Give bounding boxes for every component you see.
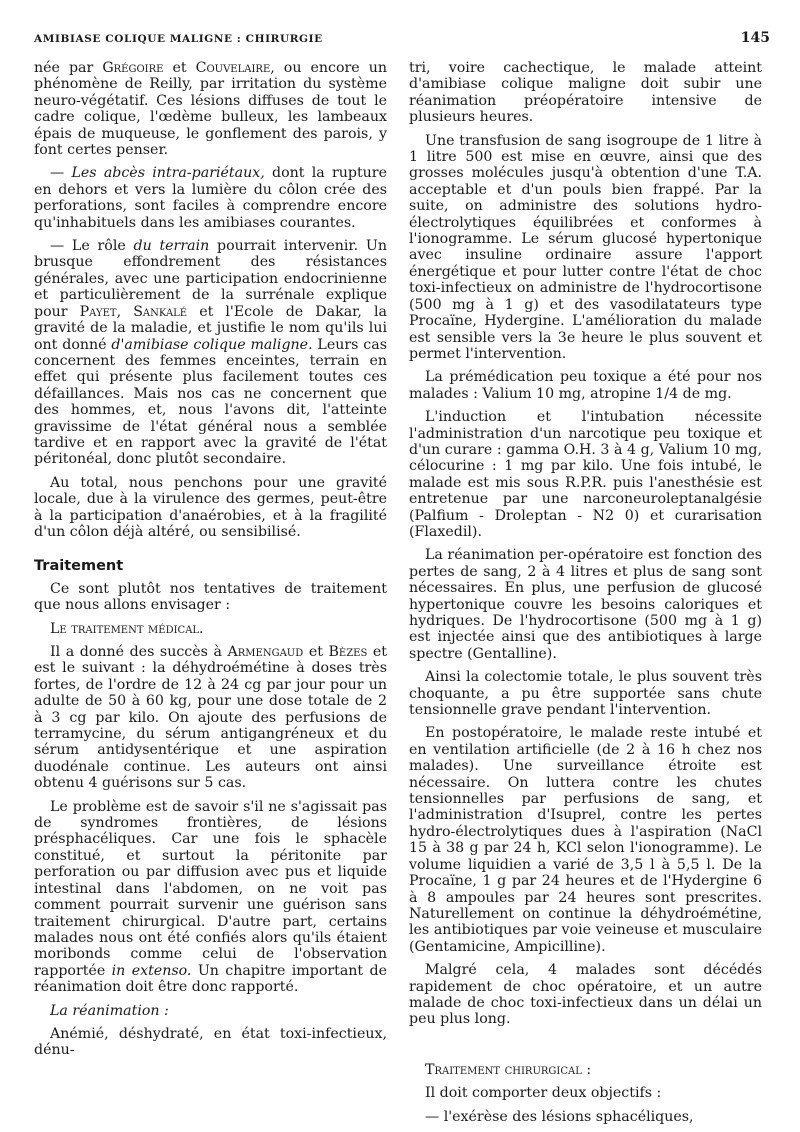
text: , ou encore un phénomène de Reilly, par irritation du système neuro-végétatif. Ces lésions diffuses de tout le cadre colique, l'œdème bulleux, les lambeaux épais de muqueuse, le gonflement des parois, y font certes penser.	[34, 60, 387, 159]
section-title-traitement: Traitement	[34, 558, 124, 575]
paragraph: La réanimation per-opératoire est fonction des pertes de sang, 2 à 4 litres et plus de sang sont nécessaires. En plus, une perfusion de glucosé hypertonique couvre les besoins caloriques et hydriques. De l'hydrocortisone (500 mg à 1 g) est injectée ainsi que des antibiotiques à large spectre (Gentalline).	[409, 547, 762, 662]
text: et est le suivant : la déhydroémétine à doses très fortes, de l'ordre de 12 à 24 cg par jour pour un adulte de 50 à 60 kg, pour une dose totale de 2 à 3 cg par kilo. On ajoute des perfusions de terramycine, du sérum antigangréneux et du sérum antidysentérique et une aspiration duodénale continue. Les auteurs ont ainsi obtenu 4 guérisons sur 5 cas.	[34, 644, 387, 792]
text-columns	[34, 60, 770, 1132]
author-name: Sankalé	[133, 303, 188, 320]
text: Leurs cas concernent des femmes enceintes, terrain en effet qui présente plus facilement toutes ces défaillances. Mais nos cas ne concernent que des hommes, et, nous l'avons dit, l'atteinte gravissime de l'état général nous a semblée tardive et en rapport avec la gravité de l'état péritonéal, donc plutôt secondaire.	[34, 336, 387, 468]
text: ,	[116, 303, 134, 320]
text: et	[163, 60, 196, 76]
paragraph: Il doit comporter deux objectifs :	[425, 1085, 662, 1102]
paragraph	[34, 165, 387, 231]
paragraph: En postopératoire, le malade reste intubé et en ventilation artificielle (de 2 à 16 h chez nos malades). Une surveillance étroite est nécessaire. On luttera contre les chutes tensionnelles par perfusions de sang, et l'administration d'Isuprel, contre les pertes hydro-électrolytiques dues à l'aspiration (NaCl 15 à 38 g par 24 h, KCl selon l'ionogramme). Le volume liquidien a varié de 3,5 l à 5,5 l. De la Procaïne, 1 g par 24 heures et de l'Hydergine 6 à 8 ampoules par 24 heures sont prescrites. Naturellement on continue la déhydroémétine, les antibiotiques par voie veineuse et musculaire (Gentamicine, Ampicilline).	[409, 725, 762, 955]
text: dont la rupture en dehors et vers la lumière du côlon crée des perforations, sont faciles à comprendre encore qu'inhabituels dans les amibiases courantes.	[34, 165, 387, 231]
left-column	[34, 60, 387, 1132]
text: née par	[34, 60, 103, 76]
paragraph	[34, 238, 387, 468]
paragraph: Au total, nous penchons pour une gravité locale, due à la virulence des germes, peut-être à la participation d'anaérobies, et à la fragilité d'un côlon déjà altéré, ou sensibilisé.	[34, 474, 387, 540]
text: Le problème est de savoir s'il ne s'agissait pas de syndromes frontières, de lésions présphacéliques. Car une fois le sphacèle constitué, et surtout la péritonite par perforation ou par diffusion avec pus et liquide intestinal dans l'abdomen, on ne voit pas comment pourrait survenir une guérison sans traitement chirurgical. D'autre part, certains malades nous ont été confiés alors qu'ils étaient moribonds comme celui de l'observation rapportée	[34, 798, 387, 979]
right-column	[409, 60, 762, 1132]
subsection-label-reanimation: La réanimation :	[50, 1002, 169, 1019]
paragraph: Une transfusion de sang isogroupe de 1 litre à 1 litre 500 est mise en œuvre, ainsi que des grosses molécules jusqu'à obtention d'une T.A. acceptable et d'un pouls bien frappé. Par la suite, on administre des solutions hydro-électrolytiques équilibrées et conformes à l'ionogramme. Le sérum glucosé hypertonique avec insuline ordinaire assure l'apport énergétique et pour lutter contre l'état de choc toxi-infectieux on administre de l'hydrocortisone (500 mg à 1 g) et des vasodilatateurs type Procaïne, Hydergine. L'amélioration du malade est sensible vers la 3e heure le plus souvent et permet l'intervention.	[409, 132, 762, 362]
author-name: Bèzes	[328, 644, 368, 660]
subsection-label-medical: Le traitement médical.	[50, 620, 204, 637]
text: — Le rôle	[50, 238, 134, 255]
text: et	[303, 644, 329, 660]
paragraph	[34, 799, 387, 996]
page-header	[34, 30, 770, 56]
author-name: Grégoire	[102, 60, 164, 76]
paragraph: L'induction et l'intubation nécessite l'administration d'un narcotique peu toxique et d'un curare : gamma O.H. 3 à 4 g, Valium 10 mg, célocurine : 1 mg par kilo. Une fois intubé, le malade est mis sous R.P.R. puis l'anesthésie est entretenue par une narconeuroleptanalgésie (Palfium - Droleptan - N2 0) et curarisation (Flaxedil).	[409, 409, 762, 540]
paragraph: — l'exérèse des lésions sphacéliques,	[425, 1108, 694, 1125]
paragraph: Ce sont plutôt nos tentatives de traitement que nous allons envisager :	[34, 580, 387, 614]
paragraph: Ainsi la colectomie totale, le plus souvent très choquante, a pu être supportée sans chute tensionnelle grave pendant l'intervention.	[409, 669, 762, 719]
italic-term: Les abcès intra-pariétaux,	[71, 165, 265, 182]
author-name: Payet	[79, 303, 117, 320]
author-name: Couvelaire	[195, 60, 271, 76]
paragraph: Anémié, déshydraté, en état toxi-infectieux, dénu-	[34, 1025, 387, 1059]
paragraph: Malgré cela, 4 malades sont décédés rapidement de choc opératoire, et un autre malade de choc toxi-infectieux dans un délai un peu plus long.	[409, 962, 762, 1028]
paragraph: tri, voire cachectique, le malade atteint d'amibiase colique maligne doit subir une réanimation préopératoire intensive de plusieurs heures.	[409, 60, 762, 126]
text: pourrait intervenir. Un brusque effondrement des résistances générales, avec une participation endocrinienne et particulièrement de la surrénale explique pour	[34, 238, 387, 320]
text: et l'Ecole de Dakar, la gravité de la maladie, et justifie le nom qu'ils lui ont donné	[34, 303, 387, 353]
text: Un chapitre important de réanimation doit être donc rapporté.	[34, 962, 388, 996]
page-number: 145	[740, 30, 770, 46]
author-name: Armengaud	[227, 644, 304, 660]
subsection-label-chirurgical: Traitement chirurgical :	[425, 1061, 592, 1078]
italic-term: du terrain	[133, 238, 210, 255]
paragraph	[34, 60, 387, 158]
italic-term: d'amibiase colique maligne.	[111, 336, 313, 353]
paragraph: La prémédication peu toxique a été pour nos malades : Valium 10 mg, atropine 1/4 de mg.	[409, 369, 762, 402]
running-head: AMIBIASE COLIQUE MALIGNE : CHIRURGIE	[34, 33, 323, 45]
paragraph	[34, 644, 387, 792]
text: Il a donné des succès à	[50, 644, 228, 660]
text: —	[50, 165, 72, 182]
italic-term: in extenso.	[111, 962, 192, 979]
